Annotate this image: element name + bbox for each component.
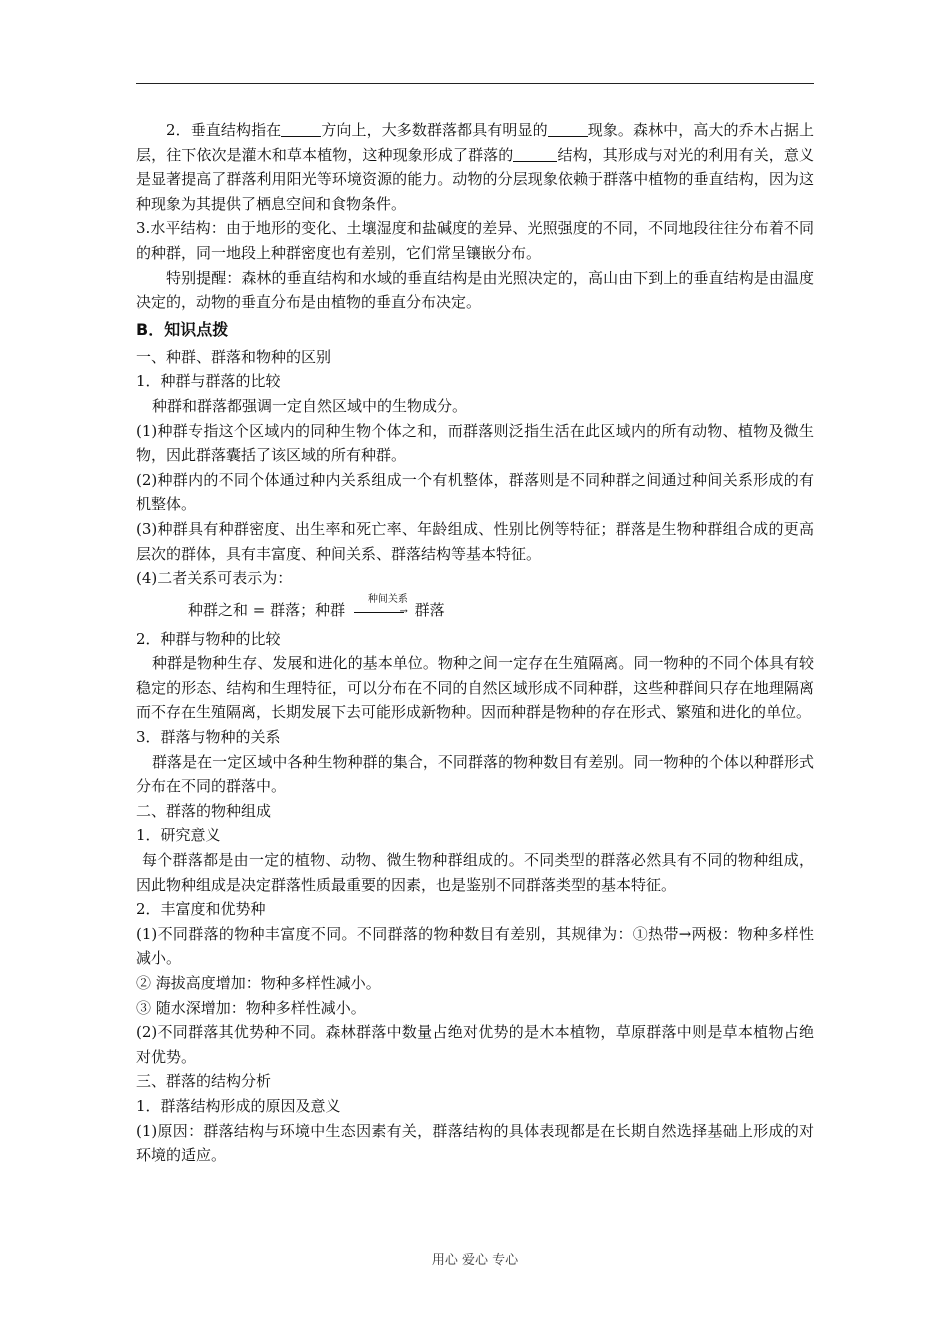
- paragraph-horizontal-structure: 3.水平结构：由于地形的变化、土壤湿度和盐碱度的差异、光照强度的不同，不同地段往往分布着不同的种群，同一地段上种群密度也有差别，它们常呈镶嵌分布。: [136, 219, 814, 262]
- subheading-2-2: 2．丰富度和优势种: [136, 900, 266, 919]
- special-note: 特别提醒：森林的垂直结构和水域的垂直结构是由光照决定的，高山由下到上的垂直结构是由温度决定的，动物的垂直分布是由植物的垂直分布决定。: [136, 268, 814, 312]
- paragraph: 每个群落都是由一定的植物、动物、微生物种群组成的。不同类型的群落必然具有不同的物种组成，因此物种组成是决定群落性质最重要的因素，也是鉴别不同群落类型的基本特征。: [136, 851, 814, 894]
- paragraph: 群落是在一定区域中各种生物种群的集合，不同群落的物种数目有差别。同一物种的个体以种群形式分布在不同的群落中。: [136, 752, 814, 796]
- list-item: (1)不同群落的物种丰富度不同。不同群落的物种数目有差别，其规律为：①热带→两极：物种多样性减小。: [136, 924, 814, 968]
- section-heading-b: B．知识点拨: [136, 319, 229, 339]
- subheading-2-1: 1．研究意义: [136, 826, 221, 845]
- list-item: ② 海拔高度增加：物种多样性减小。: [136, 974, 381, 992]
- subheading-1-3: 3．群落与物种的关系: [136, 728, 281, 747]
- fill-blank-2[interactable]: [548, 121, 588, 137]
- heading-3: 三、群落的结构分析: [136, 1072, 272, 1091]
- list-item: (1)种群专指这个区域内的同种生物个体之和，而群落则泛指生活在此区域内的所有动物、植物及微生物，因此群落囊括了该区域的所有种群。: [136, 421, 814, 465]
- paragraph: 种群是物种生存、发展和进化的基本单位。物种之间一定存在生殖隔离。同一物种的不同个体具有较稳定的形态、结构和生理特征，可以分布在不同的自然区域形成不同种群，这些种群间只存在地理隔离而不存在生殖隔离，长期发展下去可能形成新物种。因而种群是物种的存在形式、繁殖和进化的单位。: [136, 654, 814, 722]
- list-item: (3)种群具有种群密度、出生率和死亡率、年龄组成、性别比例等特征；群落是生物种群组合成的更高层次的群体，具有丰富度、种间关系、群落结构等基本特征。: [136, 519, 814, 563]
- heading-1: 一、种群、群落和物种的区别: [136, 347, 332, 366]
- paragraph-vertical-structure: 2．垂直结构指在 方向上，大多数群落都具有明显的 现象。森林中，高大的乔木占据上层，往下依次是灌木和草本植物，这种现象形成了群落的 结构，其形成与对光的利用有关，意义是显著提高了群落利用阳光等环境资源的能力。动物的分层现象依赖于群落中植物的垂直结构，因为这种现象为其提供了栖息空间和食物条件。: [136, 121, 814, 213]
- fill-blank-1[interactable]: [281, 121, 321, 137]
- list-item: (1)原因：群落结构与环境中生态因素有关，群落结构的具体表现都是在长期自然选择基础上形成的对环境的适应。: [136, 1121, 814, 1165]
- list-item: (2)种群内的不同个体通过种内关系组成一个有机整体，群落则是不同种群之间通过种间关系形成的有机整体。: [136, 470, 814, 514]
- heading-2: 二、群落的物种组成: [136, 801, 272, 820]
- list-item: ③ 随水深增加：物种多样性减小。: [136, 998, 366, 1017]
- list-item: (2)不同群落其优势种不同。森林群落中数量占绝对优势的是木本植物，草原群落中则是草本植物占绝对优势。: [136, 1023, 814, 1066]
- header-rule: [136, 83, 814, 84]
- subheading-1-1: 1．种群与群落的比较: [136, 372, 281, 391]
- list-item: (4)二者关系可表示为：: [136, 569, 293, 588]
- page-body: [136, 118, 814, 1168]
- paragraph: 种群和群落都强调一定自然区域中的生物成分。: [152, 396, 468, 415]
- fill-blank-3[interactable]: [513, 146, 557, 162]
- subheading-1-2: 2．种群与物种的比较: [136, 629, 281, 648]
- arrow-icon: 种间关系 →: [352, 603, 408, 619]
- page-footer: 用心 爱心 专心: [431, 1253, 519, 1268]
- subheading-3-1: 1．群落结构形成的原因及意义: [136, 1096, 341, 1115]
- relation-formula: 种群之和 = 群落；种群 种间关系 → 群落: [188, 593, 445, 619]
